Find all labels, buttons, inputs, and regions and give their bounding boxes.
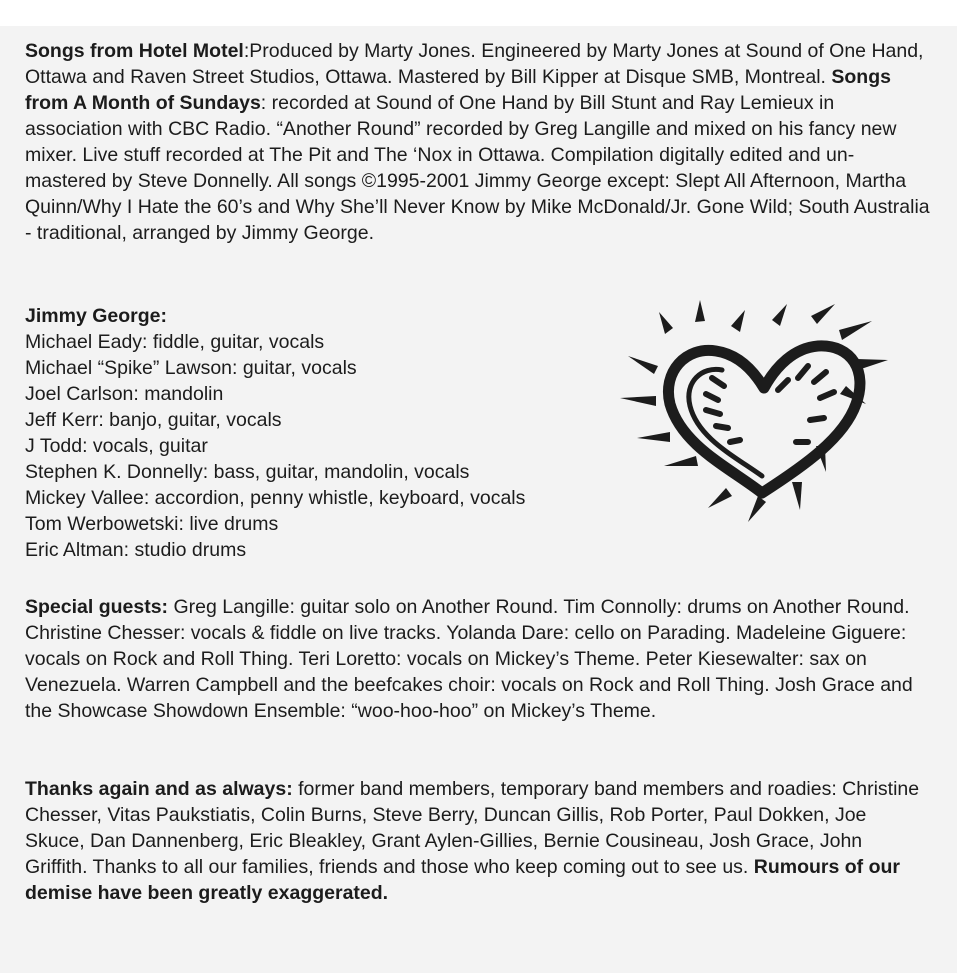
band-member: Jeff Kerr: banjo, guitar, vocals [25, 409, 282, 431]
month-of-sundays-heading: Songs from A Month of Sundays [25, 66, 891, 114]
band-heading: Jimmy George: [25, 305, 167, 327]
ray [664, 456, 698, 466]
band-member: Tom Werbowetski: live drums [25, 513, 279, 535]
month-of-sundays-credits: : recorded at Sound of One Hand by Bill Stunt and Ray Lemieux in association with CBC Radio. “Another Round” recorded by Greg Langille and mixed on his fancy new mixer. Live stuff recorded at The Pit and The ‘Nox in Ottawa. Compilation digitally edited and un-mastered by Steve Donnelly. All songs ©1995-2001 Jimmy George except: Slept All Afternoon, Martha Quinn/Why I Hate the 60’s and Why She’ll Never Know by Mike McDonald/Jr. Gone Wild; South Australia - traditional, arranged by Jimmy George. [25, 92, 930, 244]
ray [772, 304, 787, 326]
ray [792, 482, 802, 510]
special-guests-heading: Special guests: [25, 596, 169, 618]
ray [637, 432, 670, 442]
band-member: J Todd: vocals, guitar [25, 435, 208, 457]
thanks-paragraph [25, 776, 930, 906]
special-guests-paragraph [25, 594, 935, 724]
ray [628, 356, 658, 374]
band-member: Mickey Vallee: accordion, penny whistle, keyboard, vocals [25, 487, 526, 509]
ray [731, 310, 745, 332]
ray [811, 304, 835, 324]
band-member: Joel Carlson: mandolin [25, 383, 224, 405]
band-member: Eric Altman: studio drums [25, 539, 247, 561]
band-members-list [25, 303, 525, 563]
sun-heart-icon [612, 296, 897, 536]
hotel-motel-credits: :Produced by Marty Jones. Engineered by Marty Jones at Sound of One Hand, Ottawa and Raven Street Studios, Ottawa. Mastered by Bill Kipper at Disque SMB, Montreal. [25, 40, 924, 88]
hotel-motel-heading: Songs from Hotel Motel [25, 40, 244, 62]
production-credits-paragraph [25, 38, 930, 246]
ray [839, 321, 872, 340]
band-member: Michael “Spike” Lawson: guitar, vocals [25, 357, 357, 379]
thanks-heading: Thanks again and as always: [25, 778, 293, 800]
closing-line: Rumours of our demise have been greatly exaggerated. [25, 856, 900, 904]
ray [620, 396, 656, 406]
special-guests-text: Greg Langille: guitar solo on Another Round. Tim Connolly: drums on Another Round. Christine Chesser: vocals & fiddle on live tracks. Yolanda Dare: cello on Parading. Madeleine Giguere: vocals on Rock and Roll Thing. Teri Loretto: vocals on Mickey’s Theme. Peter Kiesewalter: sax on Venezuela. Warren Campbell and the beefcakes choir: vocals on Rock and Roll Thing. Josh Grace and the Showcase Showdown Ensemble: “woo-hoo-hoo” on Mickey’s Theme. [25, 596, 913, 722]
ray [708, 488, 732, 508]
band-member: Michael Eady: fiddle, guitar, vocals [25, 331, 325, 353]
band-member: Stephen K. Donnelly: bass, guitar, mandolin, vocals [25, 461, 470, 483]
ray [695, 300, 705, 322]
ray [748, 496, 766, 522]
ray [659, 312, 673, 334]
thanks-text: former band members, temporary band members and roadies: Christine Chesser, Vitas Paukstiatis, Colin Burns, Steve Berry, Duncan Gillis, Rob Porter, Paul Dokken, Joe Skuce, Dan Dannenberg, Eric Bleakley, Grant Aylen-Gillies, Bernie Cousineau, Josh Grace, John Griffith. Thanks to all our families, friends and those who keep coming out to see us. [25, 778, 920, 878]
scan-top-edge [0, 0, 957, 26]
